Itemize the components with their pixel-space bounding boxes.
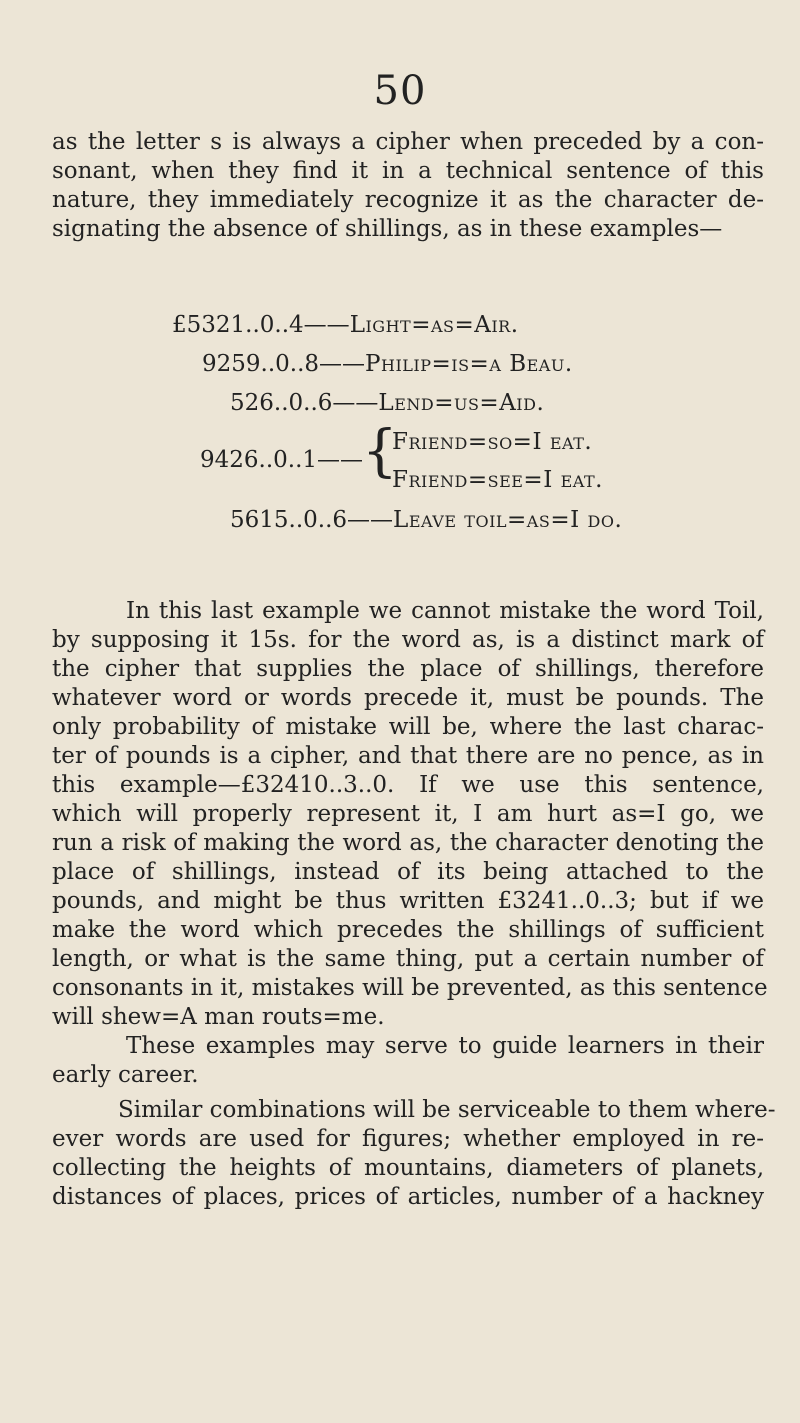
example-1: [172, 311, 519, 340]
text-line: this example—£32410..3..0. If we use this sentence,: [52, 772, 764, 798]
text-line: make the word which precedes the shillings of sufficient: [52, 917, 764, 943]
text-line: which will properly represent it, I am hurt as=I go, we: [52, 801, 764, 827]
body-paragraph: [52, 597, 768, 1032]
text-line: nature, they immediately recognize it as the character de-: [52, 187, 764, 213]
example-3: [230, 389, 544, 418]
text-line: early career.: [52, 1062, 199, 1088]
brace-icon: {: [362, 419, 398, 484]
text-line: run a risk of making the word as, the character denoting the: [52, 830, 764, 856]
text-line: ever words are used for figures; whether employed in re-: [52, 1126, 764, 1152]
text-line: Similar combinations will be serviceable to them where-: [118, 1097, 776, 1123]
example-number: 5615..0..6——: [230, 507, 394, 533]
text-line: ter of pounds is a cipher, and that there are no pence, as in: [52, 743, 764, 769]
text-line: the cipher that supplies the place of shillings, therefore: [52, 656, 764, 682]
example-2: [202, 350, 573, 379]
text-line: as the letter s is always a cipher when preceded by a con-: [52, 129, 764, 155]
example-phrase: Lend=us=Aid.: [378, 390, 545, 416]
text-line: distances of places, prices of articles, number of a hackney: [52, 1184, 764, 1210]
third-paragraph: [52, 1096, 776, 1212]
intro-paragraph: [52, 128, 764, 244]
text-line: signating the absence of shillings, as in these examples—: [52, 216, 723, 242]
text-line: consonants in it, mistakes will be prevented, as this sentence: [52, 975, 768, 1001]
text-line: whatever word or words precede it, must be pounds. The: [52, 685, 764, 711]
example-phrase: Leave toil=as=I do.: [393, 507, 623, 533]
example-4a: Friend=so=I eat.: [392, 429, 593, 455]
example-4b: Friend=see=I eat.: [392, 467, 603, 493]
text-line: only probability of mistake will be, where the last charac-: [52, 714, 764, 740]
second-paragraph: [52, 1032, 764, 1090]
text-line: place of shillings, instead of its being attached to the: [52, 859, 764, 885]
example-number: £5321..0..4——: [172, 312, 350, 338]
example-number: 9259..0..8——: [202, 351, 366, 377]
text-line: sonant, when they find it in a technical sentence of this: [52, 158, 764, 184]
text-line: pounds, and might be thus written £3241..0..3; but if we: [52, 888, 764, 914]
text-line: collecting the heights of mountains, diameters of planets,: [52, 1155, 764, 1181]
text-line: length, or what is the same thing, put a certain number of: [52, 946, 764, 972]
example-number: 526..0..6——: [230, 390, 379, 416]
text-line: by supposing it 15s. for the word as, is a distinct mark of: [52, 627, 764, 653]
text-line: These examples may serve to guide learners in their: [126, 1033, 764, 1059]
example-4-number: 9426..0..1——: [200, 447, 364, 473]
page-number: 50: [373, 68, 427, 114]
example-5: [230, 506, 622, 535]
example-phrase: Light=as=Air.: [349, 312, 519, 338]
text-line: In this last example we cannot mistake the word Toil,: [126, 598, 764, 624]
example-phrase: Philip=is=a Beau.: [365, 351, 573, 377]
text-line: will shew=A man routs=me.: [52, 1004, 385, 1030]
